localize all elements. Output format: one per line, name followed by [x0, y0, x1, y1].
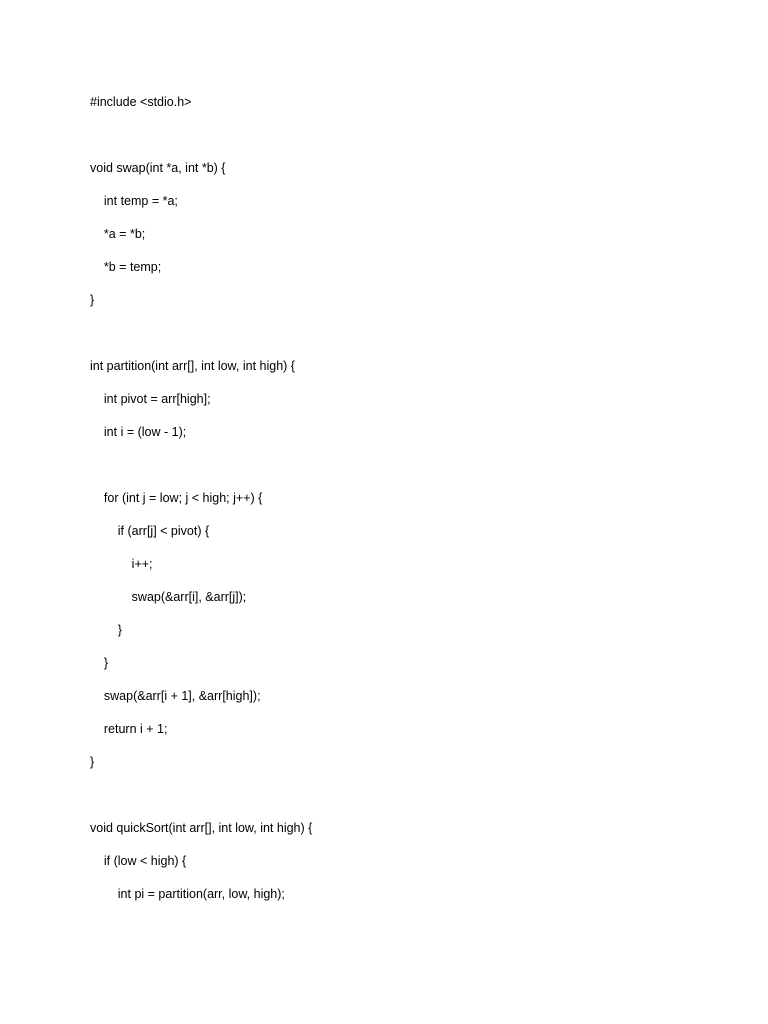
- code-line: int pivot = arr[high];: [90, 392, 211, 406]
- code-line: [90, 127, 730, 160]
- code-block: [90, 94, 730, 919]
- code-line: int partition(int arr[], int low, int high) {: [90, 359, 295, 373]
- code-line: void swap(int *a, int *b) {: [90, 161, 226, 175]
- code-line: for (int j = low; j < high; j++) {: [90, 491, 263, 505]
- code-line: }: [90, 623, 122, 637]
- code-line: i++;: [90, 557, 153, 571]
- code-line: swap(&arr[i + 1], &arr[high]);: [90, 689, 261, 703]
- code-line: #include <stdio.h>: [90, 95, 192, 109]
- code-line: swap(&arr[i], &arr[j]);: [90, 590, 247, 604]
- code-line: [90, 325, 730, 358]
- code-line: int temp = *a;: [90, 194, 178, 208]
- code-line: int i = (low - 1);: [90, 425, 187, 439]
- code-line: if (arr[j] < pivot) {: [90, 524, 210, 538]
- code-line: [90, 787, 730, 820]
- code-line: }: [90, 755, 95, 769]
- code-line: }: [90, 293, 95, 307]
- code-line: if (low < high) {: [90, 854, 187, 868]
- code-line: [90, 457, 730, 490]
- code-line: }: [90, 656, 109, 670]
- code-line: int pi = partition(arr, low, high);: [90, 887, 285, 901]
- code-line: *b = temp;: [90, 260, 162, 274]
- code-line: *a = *b;: [90, 227, 146, 241]
- code-line: void quickSort(int arr[], int low, int high) {: [90, 821, 313, 835]
- code-line: return i + 1;: [90, 722, 168, 736]
